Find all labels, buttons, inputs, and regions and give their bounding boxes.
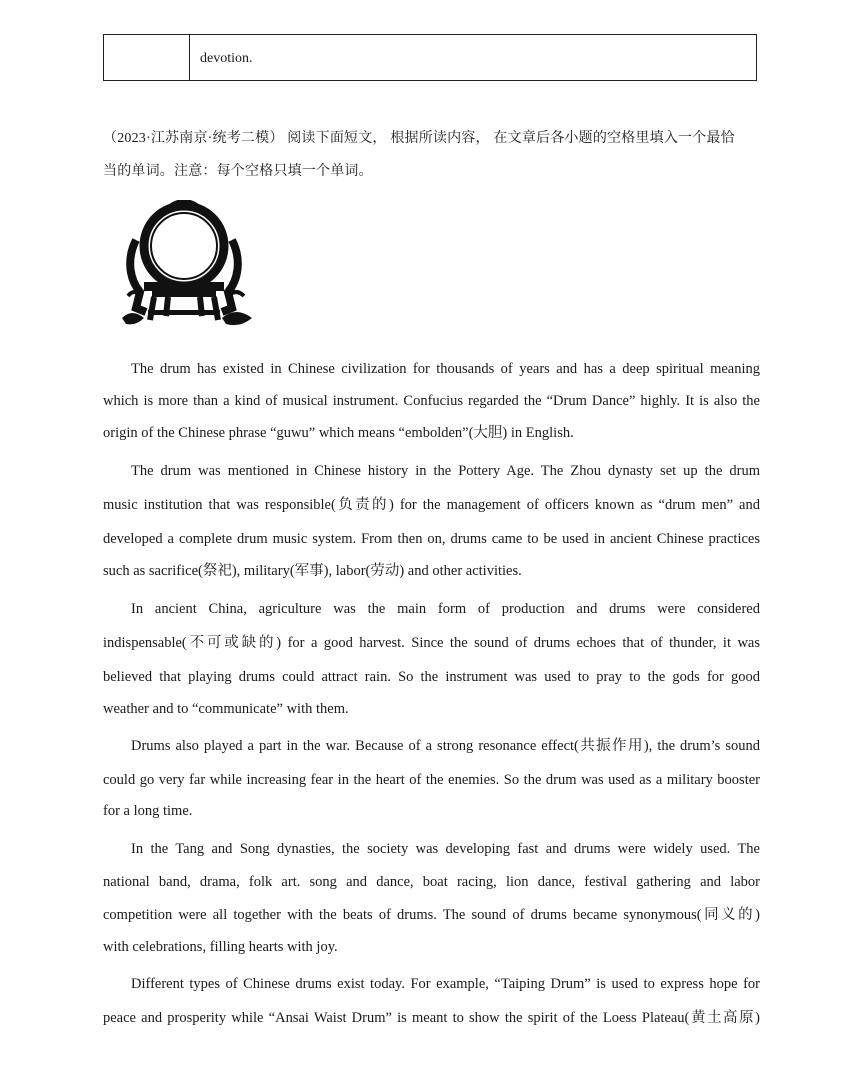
paragraph-line: for a long time.: [103, 803, 193, 819]
paragraph-line: believed that playing drums could attract rain. So the instrument was used to pray to the gods for good: [103, 669, 760, 685]
paragraph-5: [103, 833, 760, 962]
question-instructions: [103, 120, 763, 190]
paragraph-line: developed a complete drum music system. From then on, drums came to be used in ancient Chinese practices: [103, 531, 760, 547]
instructions-line-1: （2023·江苏南京·统考二模） 阅读下面短文， 根据所读内容， 在文章后各小题的空格里填入一个最恰: [103, 131, 735, 146]
paragraph-line: In the Tang and Song dynasties, the society was developing fast and drums were widely used. The: [131, 841, 760, 857]
paragraph-line: Drums also played a part in the war. Because of a strong resonance effect(共振作用), the drum’s sound: [131, 738, 760, 754]
paragraph-line: Different types of Chinese drums exist today. For example, “Taiping Drum” is used to express hope for: [131, 976, 760, 992]
instructions-line-2: 当的单词。注意：每个空格只填一个单词。: [103, 164, 373, 179]
table-cell-empty: [104, 35, 190, 80]
paragraph-line: which is more than a kind of musical instrument. Confucius regarded the “Drum Dance” highly. It is also the: [103, 393, 760, 409]
paragraph-line: weather and to “communicate” with them.: [103, 701, 349, 717]
paragraph-6: [103, 967, 760, 1035]
answer-table-fragment: [103, 34, 757, 81]
paragraph-line: national band, drama, folk art. song and dance, boat racing, lion dance, festival gathering and labor: [103, 874, 760, 890]
paragraph-4: [103, 729, 760, 825]
paragraph-line: such as sacrifice(祭祀), military(军事), labor(劳动) and other activities.: [103, 563, 522, 579]
paragraph-line: indispensable(不可或缺的) for a good harvest. Since the sound of drums echoes that of thunder, it was: [103, 635, 760, 651]
paragraph-1: [103, 353, 760, 449]
paragraph-line: competition were all together with the beats of drums. The sound of drums became synonymous(同义的): [103, 907, 760, 923]
paragraph-line: origin of the Chinese phrase “guwu” which means “embolden”(大胆) in English.: [103, 425, 574, 441]
table-cell-text: devotion.: [200, 51, 253, 66]
paragraph-line: peace and prosperity while “Ansai Waist Drum” is meant to show the spirit of the Loess Plateau(黄土高原): [103, 1010, 760, 1026]
chinese-drum-illustration: [122, 200, 258, 330]
paragraph-line: The drum was mentioned in Chinese history in the Pottery Age. The Zhou dynasty set up the drum: [131, 463, 760, 479]
paragraph-2: [103, 454, 760, 586]
paragraph-3: [103, 592, 760, 724]
paragraph-line: In ancient China, agriculture was the main form of production and drums were considered: [131, 601, 760, 617]
paragraph-line: could go very far while increasing fear in the heart of the enemies. So the drum was used as a military booster: [103, 772, 760, 788]
paragraph-line: music institution that was responsible(负责的) for the management of officers known as “drum men” and: [103, 497, 760, 513]
paragraph-line: with celebrations, filling hearts with joy.: [103, 939, 338, 955]
paragraph-line: The drum has existed in Chinese civilization for thousands of years and has a deep spiritual meaning: [131, 361, 760, 377]
